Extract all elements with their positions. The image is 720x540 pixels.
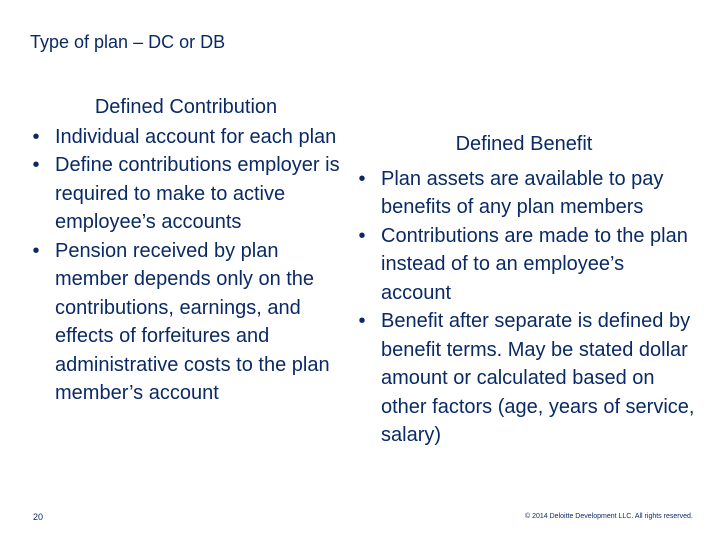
- bullet-icon: •: [32, 239, 40, 262]
- slide-title: Type of plan – DC or DB: [30, 32, 226, 52]
- bullet-text: Plan assets are available to pay benefits of any plan members: [381, 167, 664, 218]
- bullet-text: Individual account for each plan: [55, 125, 337, 148]
- list-item: [30, 237, 350, 408]
- bullet-text: Define contributions employer is required to make to active employee’s accounts: [55, 154, 340, 233]
- defined-contribution-heading: Defined Contribution: [94, 96, 278, 118]
- list-item: [30, 123, 350, 152]
- defined-contribution-list: [30, 123, 350, 408]
- defined-benefit-list: [356, 165, 696, 450]
- bullet-text: Pension received by plan member depends only on the contributions, earnings, and effects of forfeitures and administrative costs to the plan member’s account: [55, 239, 330, 404]
- list-item: [30, 151, 350, 237]
- defined-benefit-heading: Defined Benefit: [455, 133, 593, 155]
- bullet-text: Contributions are made to the plan instead of to an employee’s account: [381, 224, 688, 304]
- bullet-icon: •: [32, 154, 40, 176]
- bullet-text: Benefit after separate is defined by benefit terms. May be stated dollar amount or calculated based on other factors (age, years of service, salary): [381, 310, 695, 446]
- list-item: [356, 222, 696, 308]
- bullet-icon: •: [358, 310, 366, 332]
- defined-benefit-column: [356, 130, 696, 450]
- list-item: [356, 165, 696, 222]
- defined-contribution-column: [30, 93, 350, 408]
- list-item: [356, 307, 696, 450]
- page-number: 20: [33, 512, 44, 522]
- copyright-notice: © 2014 Deloitte Development LLC. All rights reserved.: [525, 513, 693, 520]
- bullet-icon: •: [358, 167, 366, 190]
- bullet-icon: •: [358, 224, 366, 247]
- bullet-icon: •: [32, 125, 40, 148]
